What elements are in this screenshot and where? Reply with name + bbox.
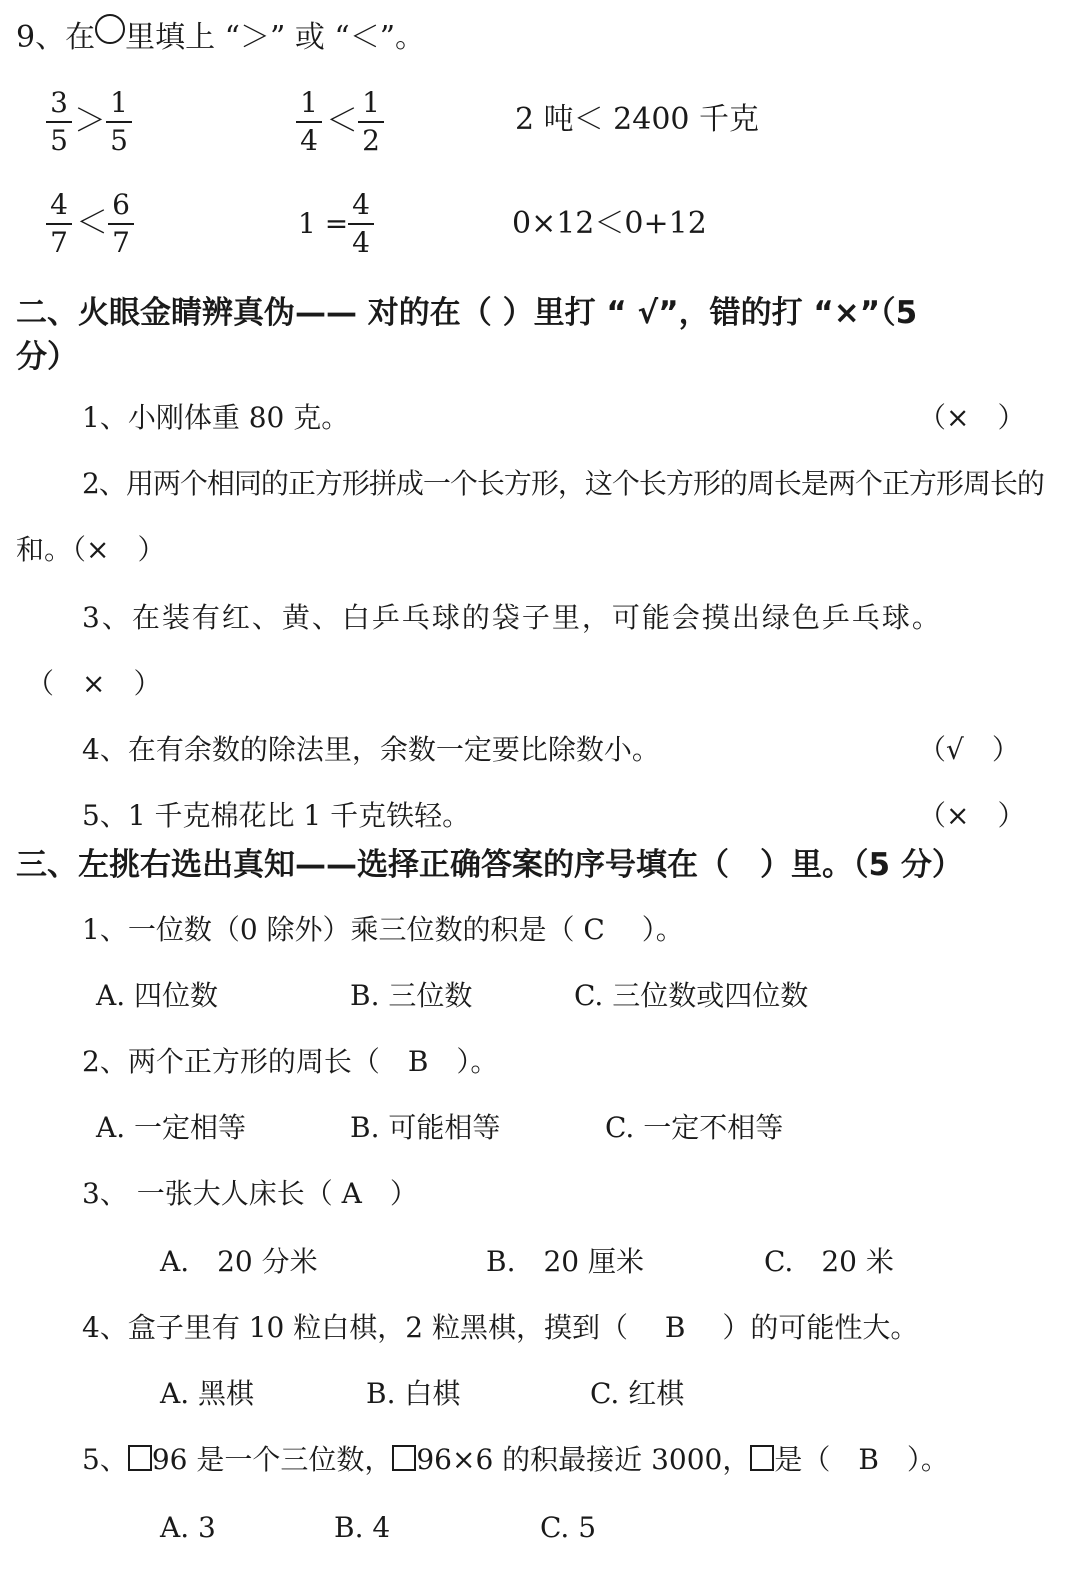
choice-question: 3、 一张大人床长（ A ） [82,1177,418,1210]
choice-option: A. 一定相等 [96,1111,247,1144]
fraction: 1 4 [294,88,324,156]
blank-square-icon [750,1445,774,1471]
choice-option: C. 20 米 [764,1245,894,1278]
comparison-expression: 2 吨＜ 2400 千克 [515,102,760,137]
section-title: 三、左挑右选出真知——选择正确答案的序号填在（ ）里。（5 分） [16,847,963,883]
choice-option: C. 一定不相等 [605,1111,784,1144]
circle-icon [95,14,125,44]
answer-box: （× ） [918,401,1026,434]
choice-option: A. 20 分米 [160,1245,318,1278]
comparison-expression: 0×12＜0+12 [512,206,707,241]
choice-option: C. 红棋 [590,1377,685,1410]
fraction: 4 4 [346,190,376,258]
q9-prompt: 9、在 里填上 “＞” 或 “＜”。 [16,18,425,58]
judgement-item: 3、在装有红、黄、白乒乓球的袋子里，可能会摸出绿色乒乓球。 [82,601,942,634]
choice-option: A. 四位数 [96,979,219,1012]
choice-option: A. 黑棋 [160,1377,255,1410]
choice-option: B. 白棋 [366,1377,461,1410]
comparison-sign: ＜ [76,203,109,241]
choice-question: 1、一位数（0 除外）乘三位数的积是（ C ）。 [82,913,684,946]
choice-option: A. 3 [160,1511,216,1544]
choice-option: B. 三位数 [350,979,473,1012]
fraction: 1 5 [104,88,134,156]
judgement-item: 5、1 千克棉花比 1 千克铁轻。 [82,799,471,832]
comparison-sign: ＞ [74,101,107,139]
comparison-sign: ＜ [326,101,359,139]
choice-option: B. 20 厘米 [486,1245,645,1278]
choice-option: B. 4 [334,1511,391,1544]
choice-question: 2、两个正方形的周长（ B ）。 [82,1045,499,1078]
answer-box: （√ ） [918,733,1020,766]
section-title-continued: 分） [16,339,78,375]
choice-option: C. 5 [540,1511,597,1544]
judgement-item-continued: （ × ） [26,667,162,700]
choice-question: 4、盒子里有 10 粒白棋，2 粒黑棋，摸到（ B ）的可能性大。 [82,1311,919,1344]
answer-box: （× ） [918,799,1026,832]
choice-question: 5、 96 是一个三位数， 96×6 的积最接近 3000， 是（ B ）。 [82,1443,949,1476]
judgement-item: 2、用两个相同的正方形拼成一个长方形，这个长方形的周长是两个正方形周长的 [82,467,1044,500]
choice-option: B. 可能相等 [350,1111,501,1144]
fraction: 6 7 [106,190,136,258]
judgement-item: 1、小刚体重 80 克。 [82,401,350,434]
section-title: 二、火眼金睛辨真伪—— 对的在（ ）里打 “ √”，错的打 “×”（5 [16,295,918,331]
blank-square-icon [392,1445,416,1471]
judgement-item: 4、在有余数的除法里，余数一定要比除数小。 [82,733,660,766]
judgement-item-continued: 和。（× ） [16,533,166,566]
fraction: 1 2 [356,88,386,156]
blank-square-icon [128,1445,152,1471]
fraction: 4 7 [44,190,74,258]
fraction: 3 5 [44,88,74,156]
choice-option: C. 三位数或四位数 [574,979,809,1012]
comparison-lhs: 1 = [298,207,349,240]
